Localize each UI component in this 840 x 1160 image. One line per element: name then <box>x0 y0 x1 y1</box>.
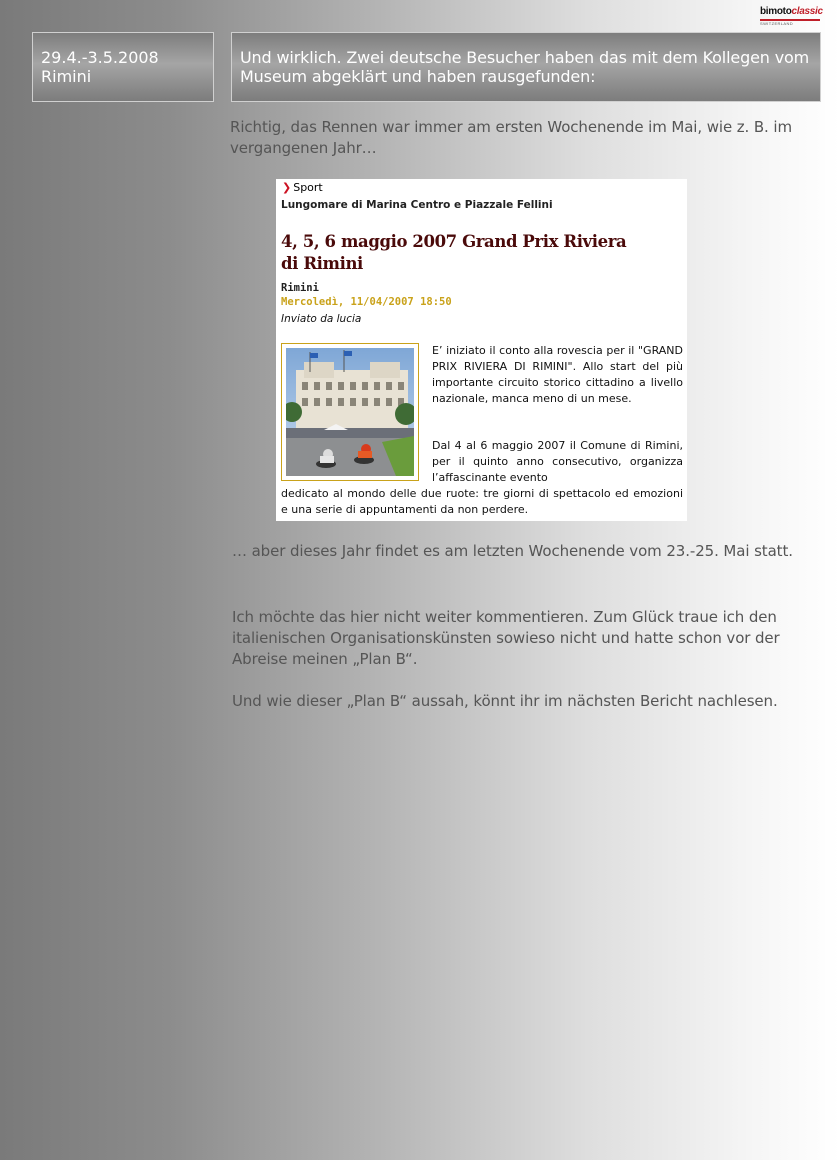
event-place: Rimini <box>41 67 92 86</box>
page-title: Und wirklich. Zwei deutsche Besucher haben das mit dem Kollegen vom Museum abgeklärt und haben rausgefunden: <box>240 48 810 86</box>
comment-paragraph: Ich möchte das hier nicht weiter kommentieren. Zum Glück traue ich den italienischen Organisationskünsten sowieso nicht und hatte schon vor der Abreise meinen „Plan B“. <box>232 608 780 668</box>
intro-paragraph: Richtig, das Rennen war immer am ersten Wochenende im Mai, wie z. B. im vergangenen Jahr… <box>230 118 792 157</box>
article-body-part3: dedicato al mondo delle due ruote: tre giorni di spettacolo ed emozioni e una serie di appuntamenti da non perdere. <box>281 487 683 516</box>
race-photo <box>281 343 419 481</box>
date-place-box <box>32 32 214 102</box>
logo-text-secondary: classic <box>791 6 823 17</box>
date-change-paragraph: … aber dieses Jahr findet es am letzten Wochenende vom 23.-25. Mai statt. <box>232 542 793 560</box>
article-body-part1: E’ iniziato il conto alla rovescia per il "GRAND PRIX RIVIERA DI RIMINI". Allo start del più importante circuito storico cittadino a livello nazionale, manca meno di un mese. <box>432 344 683 405</box>
section-label-text: Sport <box>293 181 323 194</box>
article-place: Rimini <box>281 282 319 294</box>
logo-text-primary: bimoto <box>760 6 792 17</box>
chevron-right-icon: ❯ <box>282 181 292 194</box>
page-title-box <box>231 32 821 102</box>
section-label <box>282 181 323 194</box>
article-body-part2: Dal 4 al 6 maggio 2007 il Comune di Rimini, per il quinto anno consecutivo, organizza l’affascinante evento <box>432 439 683 484</box>
logo-tagline: SWITZERLAND <box>760 21 794 26</box>
newspaper-clipping <box>276 179 687 521</box>
article-subtitle: Lungomare di Marina Centro e Piazzale Fellini <box>281 199 553 211</box>
outro-paragraph: Und wie dieser „Plan B“ aussah, könnt ihr im nächsten Bericht nachlesen. <box>232 692 778 710</box>
article-headline: 4, 5, 6 maggio 2007 Grand Prix Riviera di Rimini <box>281 232 627 273</box>
article-author: Inviato da lucia <box>281 313 362 325</box>
motorcycle-race-image <box>286 348 414 476</box>
brand-logo <box>760 6 822 26</box>
article-datetime: Mercoledì, 11/04/2007 18:50 <box>281 296 452 308</box>
event-date: 29.4.-3.5.2008 <box>41 48 159 67</box>
